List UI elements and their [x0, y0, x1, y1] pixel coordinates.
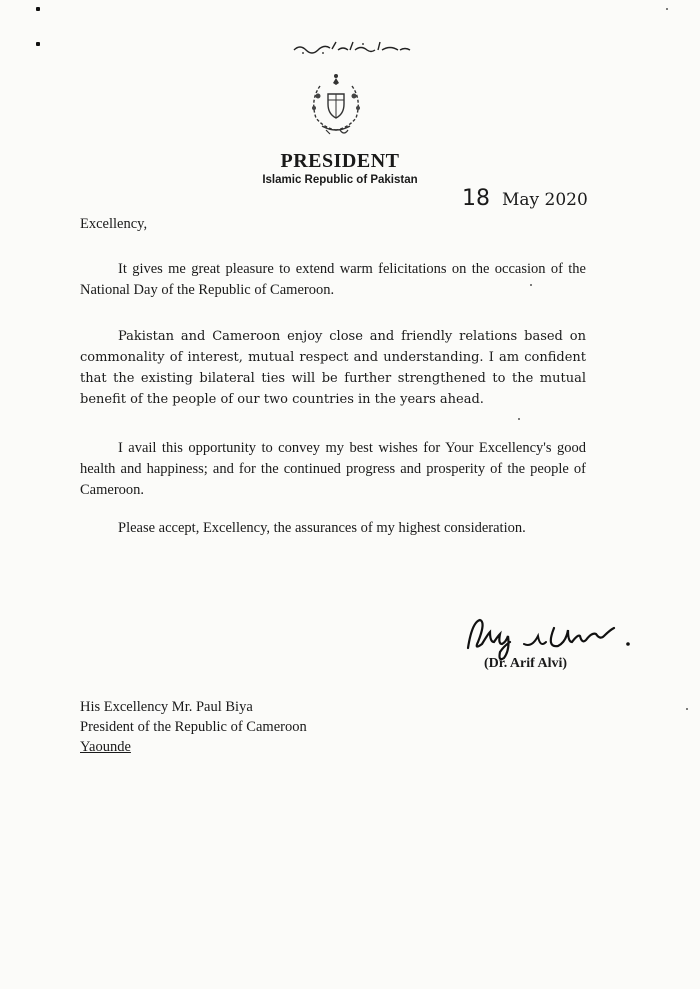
punch-mark-bottom [36, 42, 40, 46]
date-day: 18 [462, 186, 490, 211]
scan-speck [530, 284, 532, 286]
signer-name: (Dr. Arif Alvi) [484, 656, 568, 671]
state-emblem-icon [300, 72, 372, 138]
bismillah-calligraphy [292, 40, 412, 56]
addressee-block [80, 697, 307, 757]
date-month-year: May 2020 [502, 190, 588, 210]
paragraph-3: I avail this opportunity to convey my best wishes for Your Excellency's good health and happiness; and for the continued progress and prosperity of the people of Cameroon. [80, 440, 586, 498]
salutation: Excellency, [80, 216, 148, 232]
page-title: PRESIDENT [280, 150, 400, 172]
addressee-title: President of the Republic of Cameroon [80, 719, 307, 735]
letter-date [462, 186, 588, 211]
scan-speck [518, 418, 520, 420]
addressee-city: Yaounde [80, 739, 131, 755]
punch-mark-top [36, 7, 40, 11]
scan-speck [686, 708, 688, 710]
scan-speck [666, 8, 668, 10]
paragraph-1: It gives me great pleasure to extend warm felicitations on the occasion of the National Day of the Republic of Cameroon. [80, 261, 586, 298]
paragraph-2: Pakistan and Cameroon enjoy close and friendly relations based on commonality of interest, mutual respect and understanding. I am confident that the existing bilateral ties will be further strengthened to the mutual benefit of the people of our two countries in the years ahead. [80, 329, 586, 407]
page-subtitle: Islamic Republic of Pakistan [262, 174, 418, 186]
addressee-name: His Excellency Mr. Paul Biya [80, 699, 253, 715]
paragraph-4: Please accept, Excellency, the assurances of my highest consideration. [118, 520, 526, 536]
